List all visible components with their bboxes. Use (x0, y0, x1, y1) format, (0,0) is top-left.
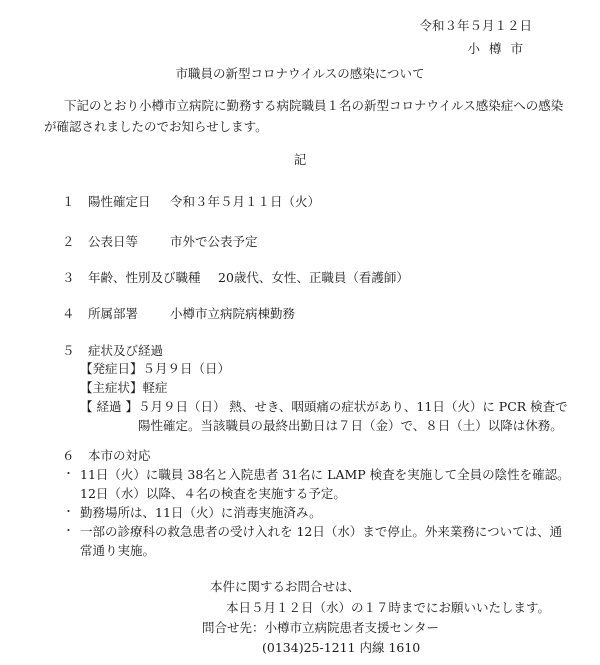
contact-to: 問合せ先：小樽市立病院患者支援センター (202, 620, 440, 635)
item-3-value: 20歳代、女性、正職員（看護師） (218, 270, 409, 285)
item-6-bullet-1-line-1: 11日（火）に職員 38名と入院患者 31名に LAMP 検査を実施して全員の陰性を確認。 (80, 467, 570, 482)
item-5-label: 症状及び経過 (88, 343, 164, 358)
bullet-icon: ・ (63, 524, 74, 537)
item-6-bullet-2: 勤務場所は、11日（火）に消毒実施済み。 (80, 505, 322, 520)
contact-phone: (0134)25-1211 内線 1610 (262, 640, 421, 655)
item-4-number: ４ (62, 306, 75, 321)
item-1-label: 陽性確定日 (88, 194, 151, 209)
bullet-icon: ・ (63, 467, 74, 480)
item-2-number: ２ (62, 234, 75, 249)
item-5-number: ５ (62, 343, 75, 358)
item-6-bullet-3-line-2: 常通り実施。 (80, 543, 156, 558)
bullet-icon: ・ (63, 505, 74, 518)
item-3-number: ３ (62, 270, 75, 285)
ki-heading: 記 (293, 152, 307, 167)
item-6-number: ６ (62, 448, 75, 463)
item-3-label: 年齢、性別及び職種 (88, 270, 201, 285)
document-date: 令和３年５月１２日 (419, 18, 532, 33)
item-6-bullet-3-line-1: 一部の診療科の救急患者の受け入れを 12日（水）まで停止。外来業務については、通 (80, 524, 563, 539)
item-5-course-line-1: 【 経過 】５月９日（日） 熱、せき、咽頭痛の症状があり、11日（火）に PCR 検査で (80, 399, 568, 414)
item-4-value: 小樽市立病院病棟勤務 (170, 306, 296, 321)
item-5-symptom: 【主症状】軽症 (80, 380, 168, 395)
item-6-label: 本市の対応 (88, 448, 151, 463)
item-1-number: １ (62, 194, 75, 209)
item-2-label: 公表日等 (88, 234, 139, 249)
issuer-name: 小樽市 (467, 41, 532, 56)
item-2-value: 市外で公表予定 (170, 234, 258, 249)
intro-paragraph: 下記のとおり小樽市立病院に勤務する病院職員１名の新型コロナウイルス感染症への感染が確認されましたのでお知らせします。 (44, 98, 564, 134)
contact-deadline: 本日５月１２日（水）の１７時までにお願いいたします。 (226, 600, 551, 615)
contact-intro: 本件に関するお問合せは、 (210, 579, 361, 594)
item-1-value: 令和３年５月１１日（火） (170, 194, 321, 209)
item-4-label: 所属部署 (88, 306, 139, 321)
item-6-bullet-1-line-2: 12日（水）以降、４名の検査を実施する予定。 (80, 486, 346, 501)
document-title: 市職員の新型コロナウイルスの感染について (175, 66, 425, 81)
item-5-onset: 【発症日】５月９日（日） (80, 361, 231, 376)
item-5-course-line-2: 陽性確定。当該職員の最終出勤日は７日（金）で、８日（土）以降は休務。 (138, 418, 563, 433)
